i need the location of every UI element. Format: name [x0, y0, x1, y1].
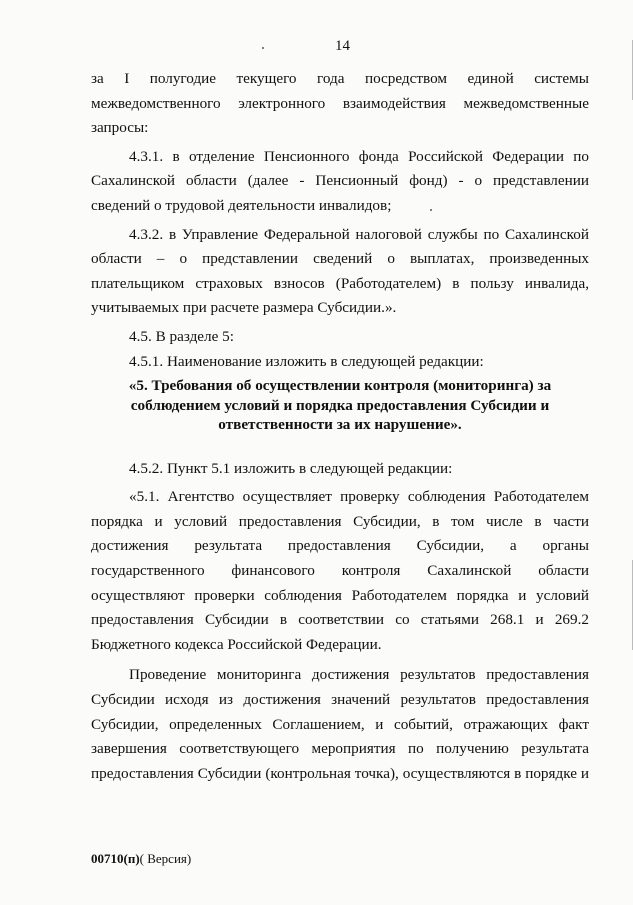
- paragraph-4-5-1: 4.5.1. Наименование изложить в следующей редакции:: [129, 352, 484, 370]
- paragraph-5-1: «5.1. Агентство осуществляет проверку соблюдения Работодателем порядка и условий предоставления Субсидии, в том числе в части достижения результата предоставления Субсидии, а органы государственного финансового контроля Сахалинской области осуществляют проверки соблюдения Работодателем порядка и условий предоставления Субсидии в соответствии со статьями 268.1 и 269.2 Бюджетного кодекса Российской Федерации.: [91, 488, 589, 653]
- paragraph-4-3-1: 4.3.1. в отделение Пенсионного фонда Российской Федерации по Сахалинской области (далее - Пенсионный фонд) - о представлении сведений о трудовой деятельности инвалидов;: [91, 147, 589, 214]
- paragraph-intro: за I полугодие текущего года посредством единой системы межведомственного электронного взаимодействия межведомственные запросы:: [91, 70, 589, 137]
- paragraph-monitoring: Проведение мониторинга достижения результатов предоставления Субсидии исходя из достижения значений результатов предоставления Субсидии, определенных Соглашением, и событий, отражающих факт завершения соответствующего мероприятия по получению результата предоставления Субсидии (контрольная точка), осуществляются в порядке и: [91, 666, 589, 782]
- page-number: 14: [335, 38, 350, 54]
- document-body: [91, 67, 589, 786]
- footer-code: 00710(п): [91, 851, 140, 866]
- paragraph-4-3-2: 4.3.2. в Управление Федеральной налоговой службы по Сахалинской области – о представлении сведений о выплатах, произведенных плательщиком страховых взносов (Работодателем) в пользу инвалида, учитываемых при расчете размера Субсидии.».: [91, 225, 589, 317]
- spacer: [91, 435, 589, 457]
- paragraph-4-5: 4.5. В разделе 5:: [129, 327, 234, 345]
- footer-version: ( Версия): [139, 851, 192, 866]
- document-footer: [91, 851, 191, 867]
- section-5-heading: «5. Требования об осуществлении контроля (мониторинга) за соблюдением условий и порядка предоставления Субсидии и ответственности за их нарушение».: [128, 377, 552, 434]
- paragraph-4-5-2: 4.5.2. Пункт 5.1 изложить в следующей редакции:: [129, 459, 453, 477]
